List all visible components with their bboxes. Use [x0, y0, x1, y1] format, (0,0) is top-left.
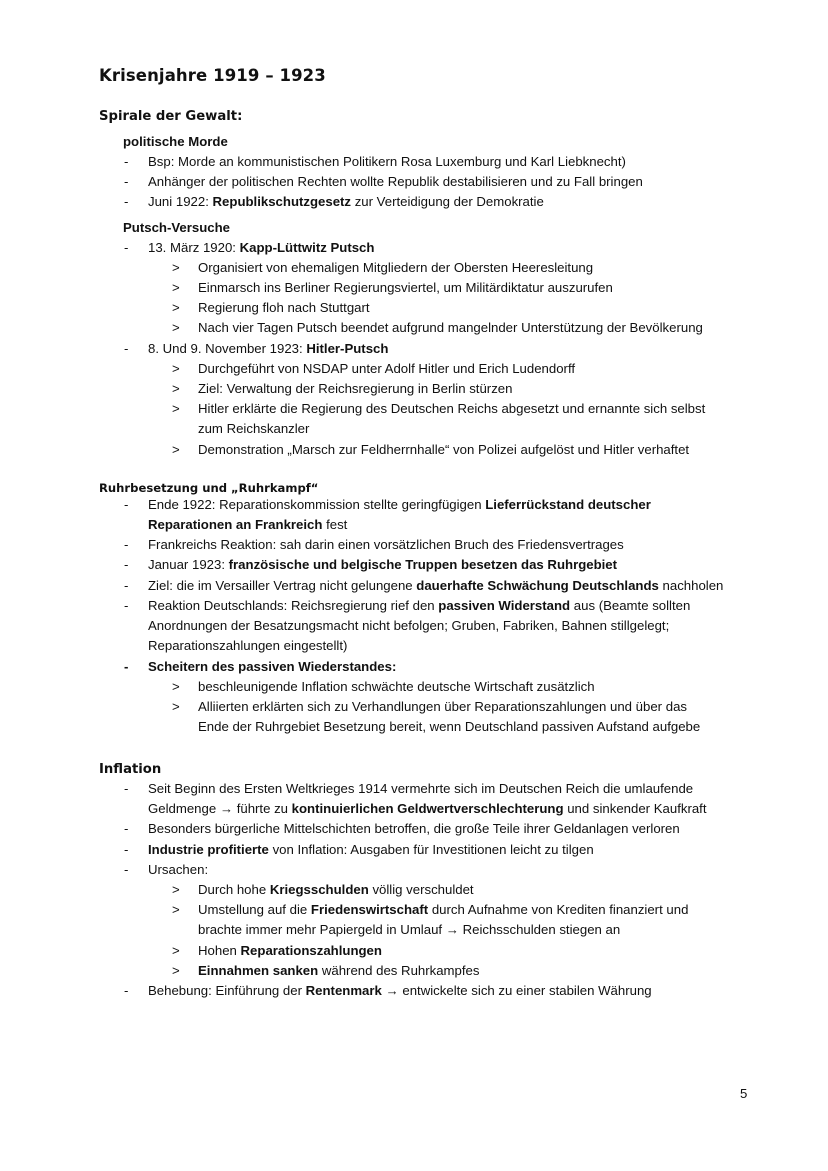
bullet-arrow: >	[172, 882, 180, 897]
text-run: zur Verteidigung der Demokratie	[351, 194, 544, 209]
sub-list-item-continuation	[0, 421, 828, 441]
bold-term: französische und belgische Truppen besetzen das Ruhrgebiet	[228, 557, 618, 572]
bold-term: Lieferrückstand deutscher	[485, 497, 651, 512]
text-run: aus (Beamte sollten	[570, 598, 691, 613]
section-heading-ruhrbesetzung: Ruhrbesetzung und „Ruhrkampf“	[99, 481, 319, 495]
text-run: fest	[322, 517, 348, 532]
section-heading-spirale: Spirale der Gewalt:	[99, 109, 243, 124]
list-item-text: Bsp: Morde an kommunistischen Politikern Rosa Luxemburg und Karl Liebknecht)	[148, 154, 626, 169]
list-item-text	[148, 497, 651, 512]
bullet-dash: -	[124, 537, 129, 552]
bullet-arrow: >	[172, 963, 180, 978]
bold-term: Friedenswirtschaft	[310, 902, 429, 917]
text-run: Geldmenge → führte zu	[148, 801, 292, 816]
list-item-continuation	[0, 618, 828, 638]
page-title: Krisenjahre 1919 – 1923	[99, 66, 326, 85]
sub-list-item	[0, 401, 828, 421]
text-run: Durch hohe	[198, 882, 270, 897]
bullet-arrow: >	[172, 401, 180, 416]
text-run: Behebung: Einführung der	[148, 983, 306, 998]
sub-list-item	[0, 442, 828, 462]
list-item	[0, 659, 828, 679]
list-item	[0, 862, 828, 882]
bullet-dash: -	[124, 497, 129, 512]
bold-term: Kapp-Lüttwitz Putsch	[239, 240, 375, 255]
sub-list-item-text	[198, 902, 688, 917]
bullet-arrow: >	[172, 280, 180, 295]
text-run: → entwickelte sich zu einer stabilen Währung	[381, 983, 652, 998]
bold-term: Einnahmen sanken	[198, 963, 319, 978]
text-run: völlig verschuldet	[368, 882, 474, 897]
list-item-text: Anhänger der politischen Rechten wollte Republik destabilisieren und zu Fall bringen	[148, 174, 643, 189]
sub-list-item	[0, 381, 828, 401]
sub-list-item-text: brachte immer mehr Papiergeld in Umlauf → Reichsschulden stiegen an	[198, 922, 621, 937]
bold-term: Kriegsschulden	[269, 882, 369, 897]
list-item	[0, 983, 828, 1003]
sub-list-item-text: Ziel: Verwaltung der Reichsregierung in Berlin stürzen	[198, 381, 513, 396]
bullet-dash: -	[124, 821, 129, 836]
text-run: Umstellung auf die	[198, 902, 311, 917]
bullet-dash: -	[124, 862, 129, 877]
text-run: nachholen	[658, 578, 724, 593]
list-item-text: Reparationszahlungen eingestellt)	[148, 638, 348, 653]
sub-list-item-text	[198, 882, 474, 897]
sub-list-item-continuation	[0, 719, 828, 739]
text-run: Reaktion Deutschlands: Reichsregierung rief den	[148, 598, 439, 613]
sub-list-item-text: Nach vier Tagen Putsch beendet aufgrund mangelnder Unterstützung der Bevölkerung	[198, 320, 703, 335]
sub-list-item-text: zum Reichskanzler	[198, 421, 310, 436]
list-item-continuation	[0, 801, 828, 821]
list-item-text: Anordnungen der Besatzungsmacht nicht befolgen; Gruben, Fabriken, Bahnen stillgelegt;	[148, 618, 670, 633]
sub-list-item-text: Durchgeführt von NSDAP unter Adolf Hitler und Erich Ludendorff	[198, 361, 576, 376]
list-item-text: Besonders bürgerliche Mittelschichten betroffen, die große Teile ihrer Geldanlagen verloren	[148, 821, 680, 836]
text-run: 13. März 1920:	[148, 240, 240, 255]
list-item-text	[148, 341, 388, 356]
list-item	[0, 598, 828, 618]
bullet-dash: -	[124, 598, 129, 613]
bullet-dash: -	[124, 659, 129, 674]
sub-list-item	[0, 260, 828, 280]
list-item	[0, 240, 828, 260]
list-item-text: Frankreichs Reaktion: sah darin einen vorsätzlichen Bruch des Friedensvertrages	[148, 537, 624, 552]
text-run: und sinkender Kaufkraft	[563, 801, 707, 816]
list-item-text	[148, 598, 690, 613]
bullet-dash: -	[124, 842, 129, 857]
list-item	[0, 557, 828, 577]
text-run: Januar 1923:	[148, 557, 229, 572]
list-item-text	[148, 517, 347, 532]
sub-list-item	[0, 679, 828, 699]
text-run: Ende 1922: Reparationskommission stellte geringfügigen	[148, 497, 486, 512]
bullet-dash: -	[124, 341, 129, 356]
bold-term: Hitler-Putsch	[306, 341, 389, 356]
bullet-dash: -	[124, 781, 129, 796]
sub-list-item	[0, 320, 828, 340]
section-heading-inflation: Inflation	[99, 762, 162, 777]
text-run: Ziel: die im Versailler Vertrag nicht gelungene	[148, 578, 417, 593]
bullet-arrow: >	[172, 442, 180, 457]
bold-term: passiven Widerstand	[438, 598, 571, 613]
bullet-dash: -	[124, 578, 129, 593]
list-item	[0, 154, 828, 174]
sub-list-item-text: Regierung floh nach Stuttgart	[198, 300, 370, 315]
sub-list-item-text: Ende der Ruhrgebiet Besetzung bereit, wenn Deutschland passiven Aufstand aufgebe	[198, 719, 701, 734]
sub-list-item	[0, 902, 828, 922]
text-run: Hohen	[198, 943, 241, 958]
page-number: 5	[740, 1086, 748, 1101]
bullet-dash: -	[124, 154, 129, 169]
list-item	[0, 578, 828, 598]
list-item	[0, 781, 828, 801]
sub-list-item	[0, 361, 828, 381]
bullet-arrow: >	[172, 381, 180, 396]
list-item-text	[148, 842, 594, 857]
bullet-dash: -	[124, 194, 129, 209]
list-item	[0, 537, 828, 557]
sub-list-item-text: Einmarsch ins Berliner Regierungsviertel, um Militärdiktatur auszurufen	[198, 280, 613, 295]
list-item	[0, 341, 828, 361]
text-run: während des Ruhrkampfes	[318, 963, 480, 978]
sub-list-item-text: Organisiert von ehemaligen Mitgliedern der Obersten Heeresleitung	[198, 260, 594, 275]
list-item-text: Ursachen:	[148, 862, 209, 877]
bold-term: Reparationszahlungen	[240, 943, 382, 958]
sub-list-item-continuation	[0, 922, 828, 942]
list-item-text: Scheitern des passiven Wiederstandes:	[148, 659, 397, 674]
text-run: Juni 1922:	[148, 194, 213, 209]
sub-list-item-text: Alliierten erklärten sich zu Verhandlungen über Reparationszahlungen und über das	[198, 699, 687, 714]
bullet-arrow: >	[172, 943, 180, 958]
sub-list-item-text	[198, 943, 382, 958]
bold-term: Industrie profitierte	[148, 842, 269, 857]
bullet-dash: -	[124, 983, 129, 998]
sub-list-item	[0, 699, 828, 719]
list-item-text	[148, 557, 617, 572]
bullet-dash: -	[124, 557, 129, 572]
subheading-putsch-versuche: Putsch-Versuche	[123, 220, 231, 235]
list-item-text: Seit Beginn des Ersten Weltkrieges 1914 vermehrte sich im Deutschen Reich die umlaufende	[148, 781, 694, 796]
sub-list-item-text	[198, 963, 479, 978]
list-item-text	[148, 983, 652, 998]
bold-term: Rentenmark	[305, 983, 382, 998]
bullet-arrow: >	[172, 679, 180, 694]
list-item-continuation	[0, 517, 828, 537]
sub-list-item	[0, 963, 828, 983]
list-item	[0, 194, 828, 214]
sub-list-item	[0, 280, 828, 300]
bold-term: kontinuierlichen Geldwertverschlechterung	[291, 801, 564, 816]
list-item-text	[148, 240, 374, 255]
list-item-text	[148, 801, 707, 816]
bullet-arrow: >	[172, 361, 180, 376]
list-item-text	[148, 578, 723, 593]
sub-list-item-text: Demonstration „Marsch zur Feldherrnhalle“ von Polizei aufgelöst und Hitler verhaftet	[198, 442, 690, 457]
list-item-text	[148, 194, 544, 209]
text-run: 8. Und 9. November 1923:	[148, 341, 307, 356]
sub-list-item	[0, 882, 828, 902]
list-item	[0, 174, 828, 194]
subheading-politische-morde: politische Morde	[123, 134, 228, 149]
sub-list-item	[0, 300, 828, 320]
bold-term: dauerhafte Schwächung Deutschlands	[416, 578, 659, 593]
bullet-arrow: >	[172, 300, 180, 315]
list-item	[0, 821, 828, 841]
text-run: von Inflation: Ausgaben für Investitionen leicht zu tilgen	[268, 842, 594, 857]
bullet-arrow: >	[172, 320, 180, 335]
bullet-dash: -	[124, 240, 129, 255]
bullet-arrow: >	[172, 699, 180, 714]
text-run: durch Aufnahme von Krediten finanziert und	[428, 902, 689, 917]
list-item	[0, 842, 828, 862]
bullet-arrow: >	[172, 260, 180, 275]
list-item-continuation	[0, 638, 828, 658]
bold-term: Republikschutzgesetz	[212, 194, 352, 209]
sub-list-item	[0, 943, 828, 963]
bold-term: Reparationen an Frankreich	[148, 517, 323, 532]
bullet-dash: -	[124, 174, 129, 189]
sub-list-item-text: beschleunigende Inflation schwächte deutsche Wirtschaft zusätzlich	[198, 679, 595, 694]
list-item	[0, 497, 828, 517]
bullet-arrow: >	[172, 902, 180, 917]
sub-list-item-text: Hitler erklärte die Regierung des Deutschen Reichs abgesetzt und ernannte sich selbst	[198, 401, 706, 416]
